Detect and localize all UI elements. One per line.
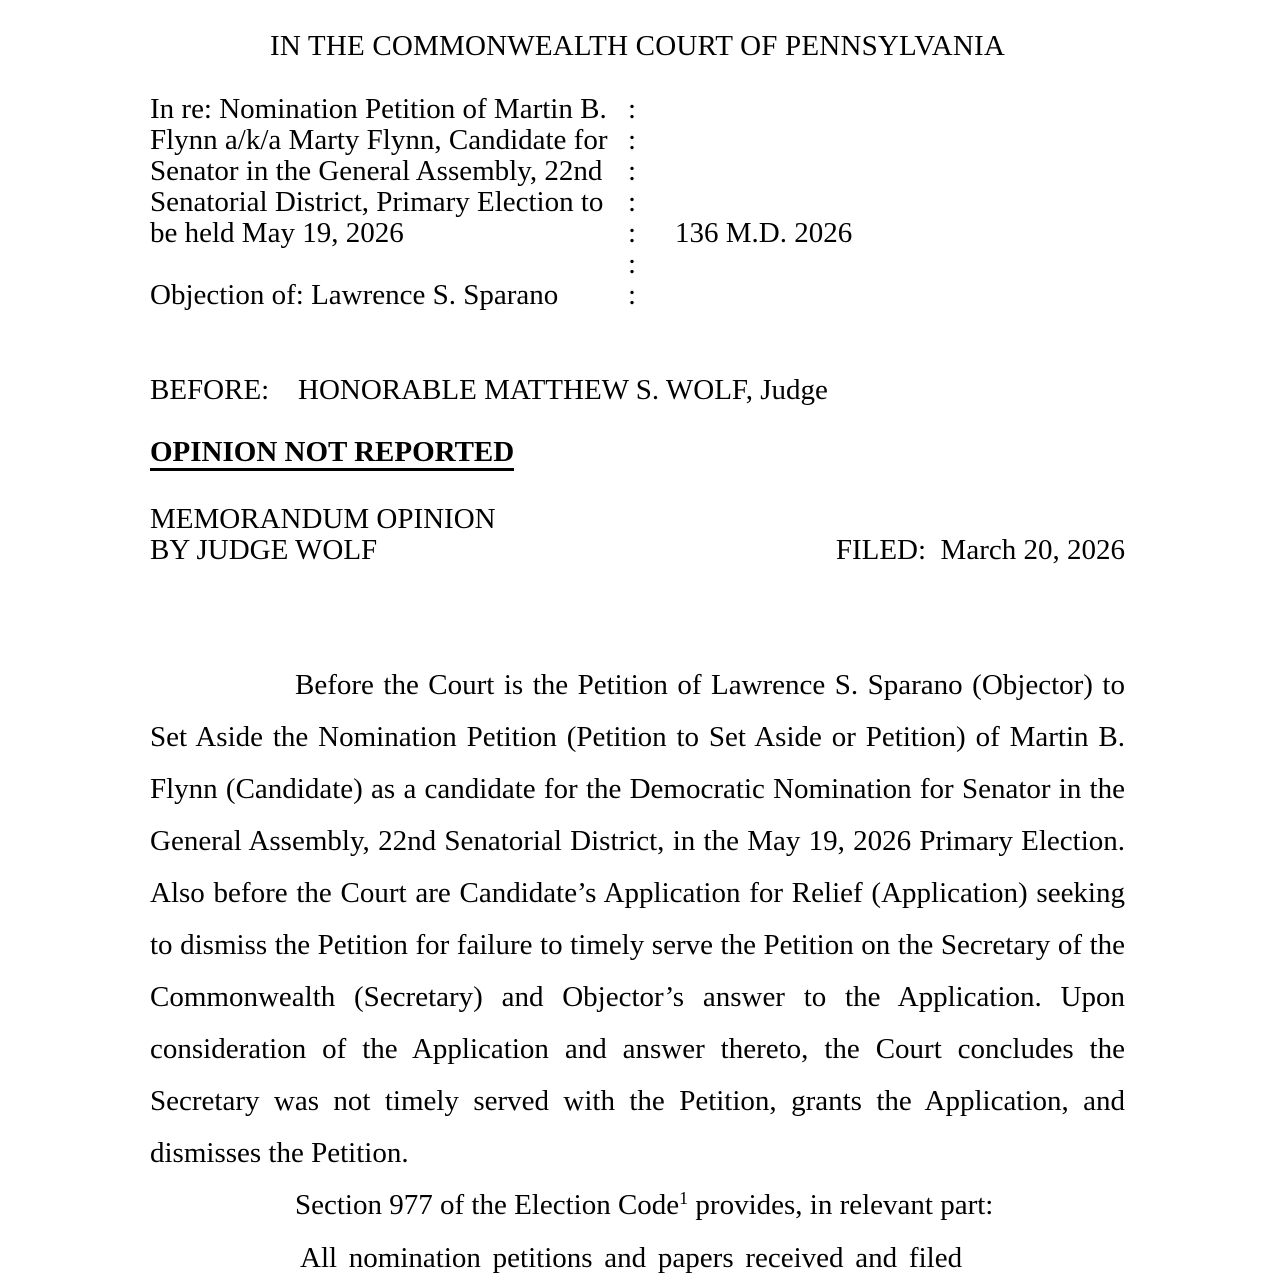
section-977-text-post: provides, in relevant part: [688,1189,994,1221]
section-977-text-pre: Section 977 of the Election Code [295,1189,680,1221]
by-judge-line: BY JUDGE WOLF [150,534,378,566]
caption-colon: : [628,93,637,125]
filed-date: FILED: March 20, 2026 [835,534,1125,566]
caption-row [150,280,1125,311]
caption-left-text: In re: Nomination Petition of Martin B. [150,93,607,125]
caption-colon: : [628,217,637,249]
footnote-marker: 1 [679,1188,689,1209]
opinion-paragraph: Before the Court is the Petition of Lawrence S. Sparano (Objector) to Set Aside the Nomination Petition (Petition to Set Aside or Petition) of Martin B. Flynn (Candidate) as a candidate for the Democratic Nomination for Senator in the General Assembly, 22nd Senatorial District, in the May 19, 2026 Primary Election. Also before the Court are Candidate’s Application for Relief (Application) seeking to dismiss the Petition for failure to timely serve the Petition on the Secretary of the Commonwealth (Secretary) and Objector’s answer to the Application. Upon consideration of the Application and answer thereto, the Court concludes the Secretary was not timely served with the Petition, grants the Application, and dismisses the Petition. [150,669,1125,1169]
memorandum-opinion-line: MEMORANDUM OPINION [150,503,496,535]
caption-left-text: Senatorial District, Primary Election to [150,186,604,218]
caption-row [150,249,1125,280]
caption-colon: : [628,124,637,156]
docket-number: 136 M.D. 2026 [675,217,853,249]
caption-left-text: Objection of: Lawrence S. Sparano [150,279,559,311]
caption-left-text: Flynn a/k/a Marty Flynn, Candidate for [150,124,608,156]
caption-left-text: Senator in the General Assembly, 22nd [150,155,603,187]
notice-row [150,437,1125,471]
section-977-paragraph [150,1179,1125,1231]
caption-row [150,125,1125,156]
caption-colon: : [628,186,637,218]
document-content [150,94,1125,1274]
caption-colon: : [628,155,637,187]
byline-row [150,535,1125,566]
caption-row [150,156,1125,187]
caption-row [150,94,1125,125]
before-judge-line [150,375,1125,406]
judge-name: HONORABLE MATTHEW S. WOLF, Judge [298,374,828,406]
statute-blockquote-line: All nomination petitions and papers received and filed [300,1242,963,1274]
court-title: IN THE COMMONWEALTH COURT OF PENNSYLVANIA [269,30,1005,62]
caption-left-text [150,249,628,280]
opinion-heading-block [150,504,1125,566]
caption-colon: : [628,248,637,280]
opinion-not-reported-notice: OPINION NOT REPORTED [150,437,514,471]
case-caption [150,94,1125,311]
caption-colon: : [628,279,637,311]
before-label: BEFORE: [150,374,270,406]
caption-row [150,218,1125,249]
caption-left-text: be held May 19, 2026 [150,217,404,249]
caption-row [150,187,1125,218]
